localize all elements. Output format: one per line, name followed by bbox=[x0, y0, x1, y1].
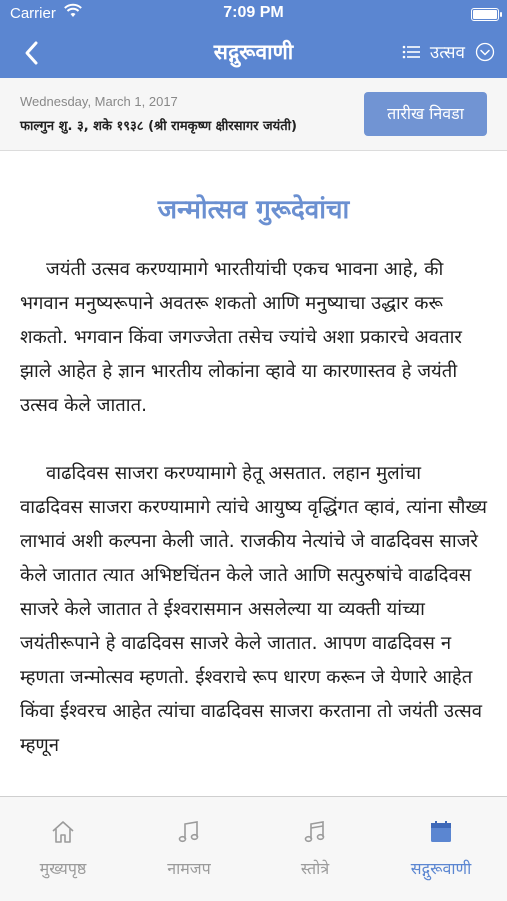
music-notes-icon bbox=[302, 819, 328, 845]
festival-menu-label: उत्सव bbox=[429, 43, 465, 63]
tab-namjap[interactable] bbox=[126, 797, 252, 901]
tab-namjap-label: नामजप bbox=[167, 859, 211, 878]
tab-home-label: मुख्यपृष्ठ bbox=[39, 859, 87, 878]
date-bar bbox=[0, 78, 507, 151]
nav-title: सद्गुरूवाणी bbox=[213, 40, 294, 64]
pick-date-button[interactable]: तारीख निवडा bbox=[364, 92, 487, 136]
current-date: Wednesday, March 1, 2017 bbox=[20, 94, 178, 109]
status-time: 7:09 PM bbox=[223, 4, 284, 21]
article-paragraph-2: वाढदिवस साजरा करण्यामागे हेतू असतात. लहान मुलांचा वाढदिवस साजरा करण्यामागे त्यांचे आयुष्य वृद्धिंगत व्हावं, त्यांना सौख्य लाभावं अशी कल्पना केली जाते. राजकीय नेत्यांचे जे वाढदिवस साजरे केले जातात त्यात अभिष्टचिंतन केले जाते आणि सत्पुरुषांचे वाढदिवस साजरे केले जातात ते ईश्वरासमान असलेल्या या व्यक्ती यांच्या जयंतीरूपाने हे वाढदिवस साजरे केले जातात. आपण वाढदिवस न म्हणता जन्मोत्सव म्हणतो. ईश्वराचे रूप धारण करून जे येणारे आहेत किंवा ईश्वरच आहेत त्यांचा वाढदिवस साजरा करताना तो जयंती उत्सव म्हणून bbox=[20, 463, 487, 756]
tab-stotre[interactable] bbox=[252, 797, 378, 901]
article-paragraph-1: जयंती उत्सव करण्यामागे भारतीयांची एकच भावना आहे, की भगवान मनुष्यरूपाने अवतरू शकतो आणि मनुष्याचा उद्धार करू शकतो. भगवान किंवा जगज्जेता तसेच ज्यांचे अशा प्रकारचे अवतार झाले आहेत हे ज्ञान भारतीय लोकांना व्हावे या कारणास्तव हे जयंती उत्सव केले जातात. bbox=[20, 259, 463, 416]
list-icon bbox=[402, 44, 420, 60]
nav-bar bbox=[0, 28, 507, 78]
music-note-icon bbox=[176, 819, 202, 845]
home-icon bbox=[50, 819, 76, 845]
tithi-text: फाल्गुन शु. ३, शके १९३८ (श्री रामकृष्ण क्षीरसागर जयंती) bbox=[20, 119, 297, 134]
carrier-label: Carrier bbox=[10, 5, 56, 22]
calendar-icon bbox=[428, 819, 454, 845]
festival-menu-button[interactable] bbox=[402, 40, 495, 63]
tab-bar bbox=[0, 796, 507, 901]
status-bar bbox=[0, 0, 507, 28]
article-heading: जन्मोत्सव गुरूदेवांचा bbox=[157, 195, 350, 225]
tab-stotre-label: स्तोत्रे bbox=[300, 859, 330, 878]
chevron-down-circle-icon bbox=[475, 42, 495, 62]
battery-icon bbox=[471, 8, 499, 21]
tab-home[interactable] bbox=[0, 797, 126, 901]
tab-sadguruvani-label: सद्गुरूवाणी bbox=[410, 859, 472, 878]
article-scroll-area[interactable] bbox=[0, 150, 507, 796]
tab-sadguruvani[interactable] bbox=[378, 797, 504, 901]
